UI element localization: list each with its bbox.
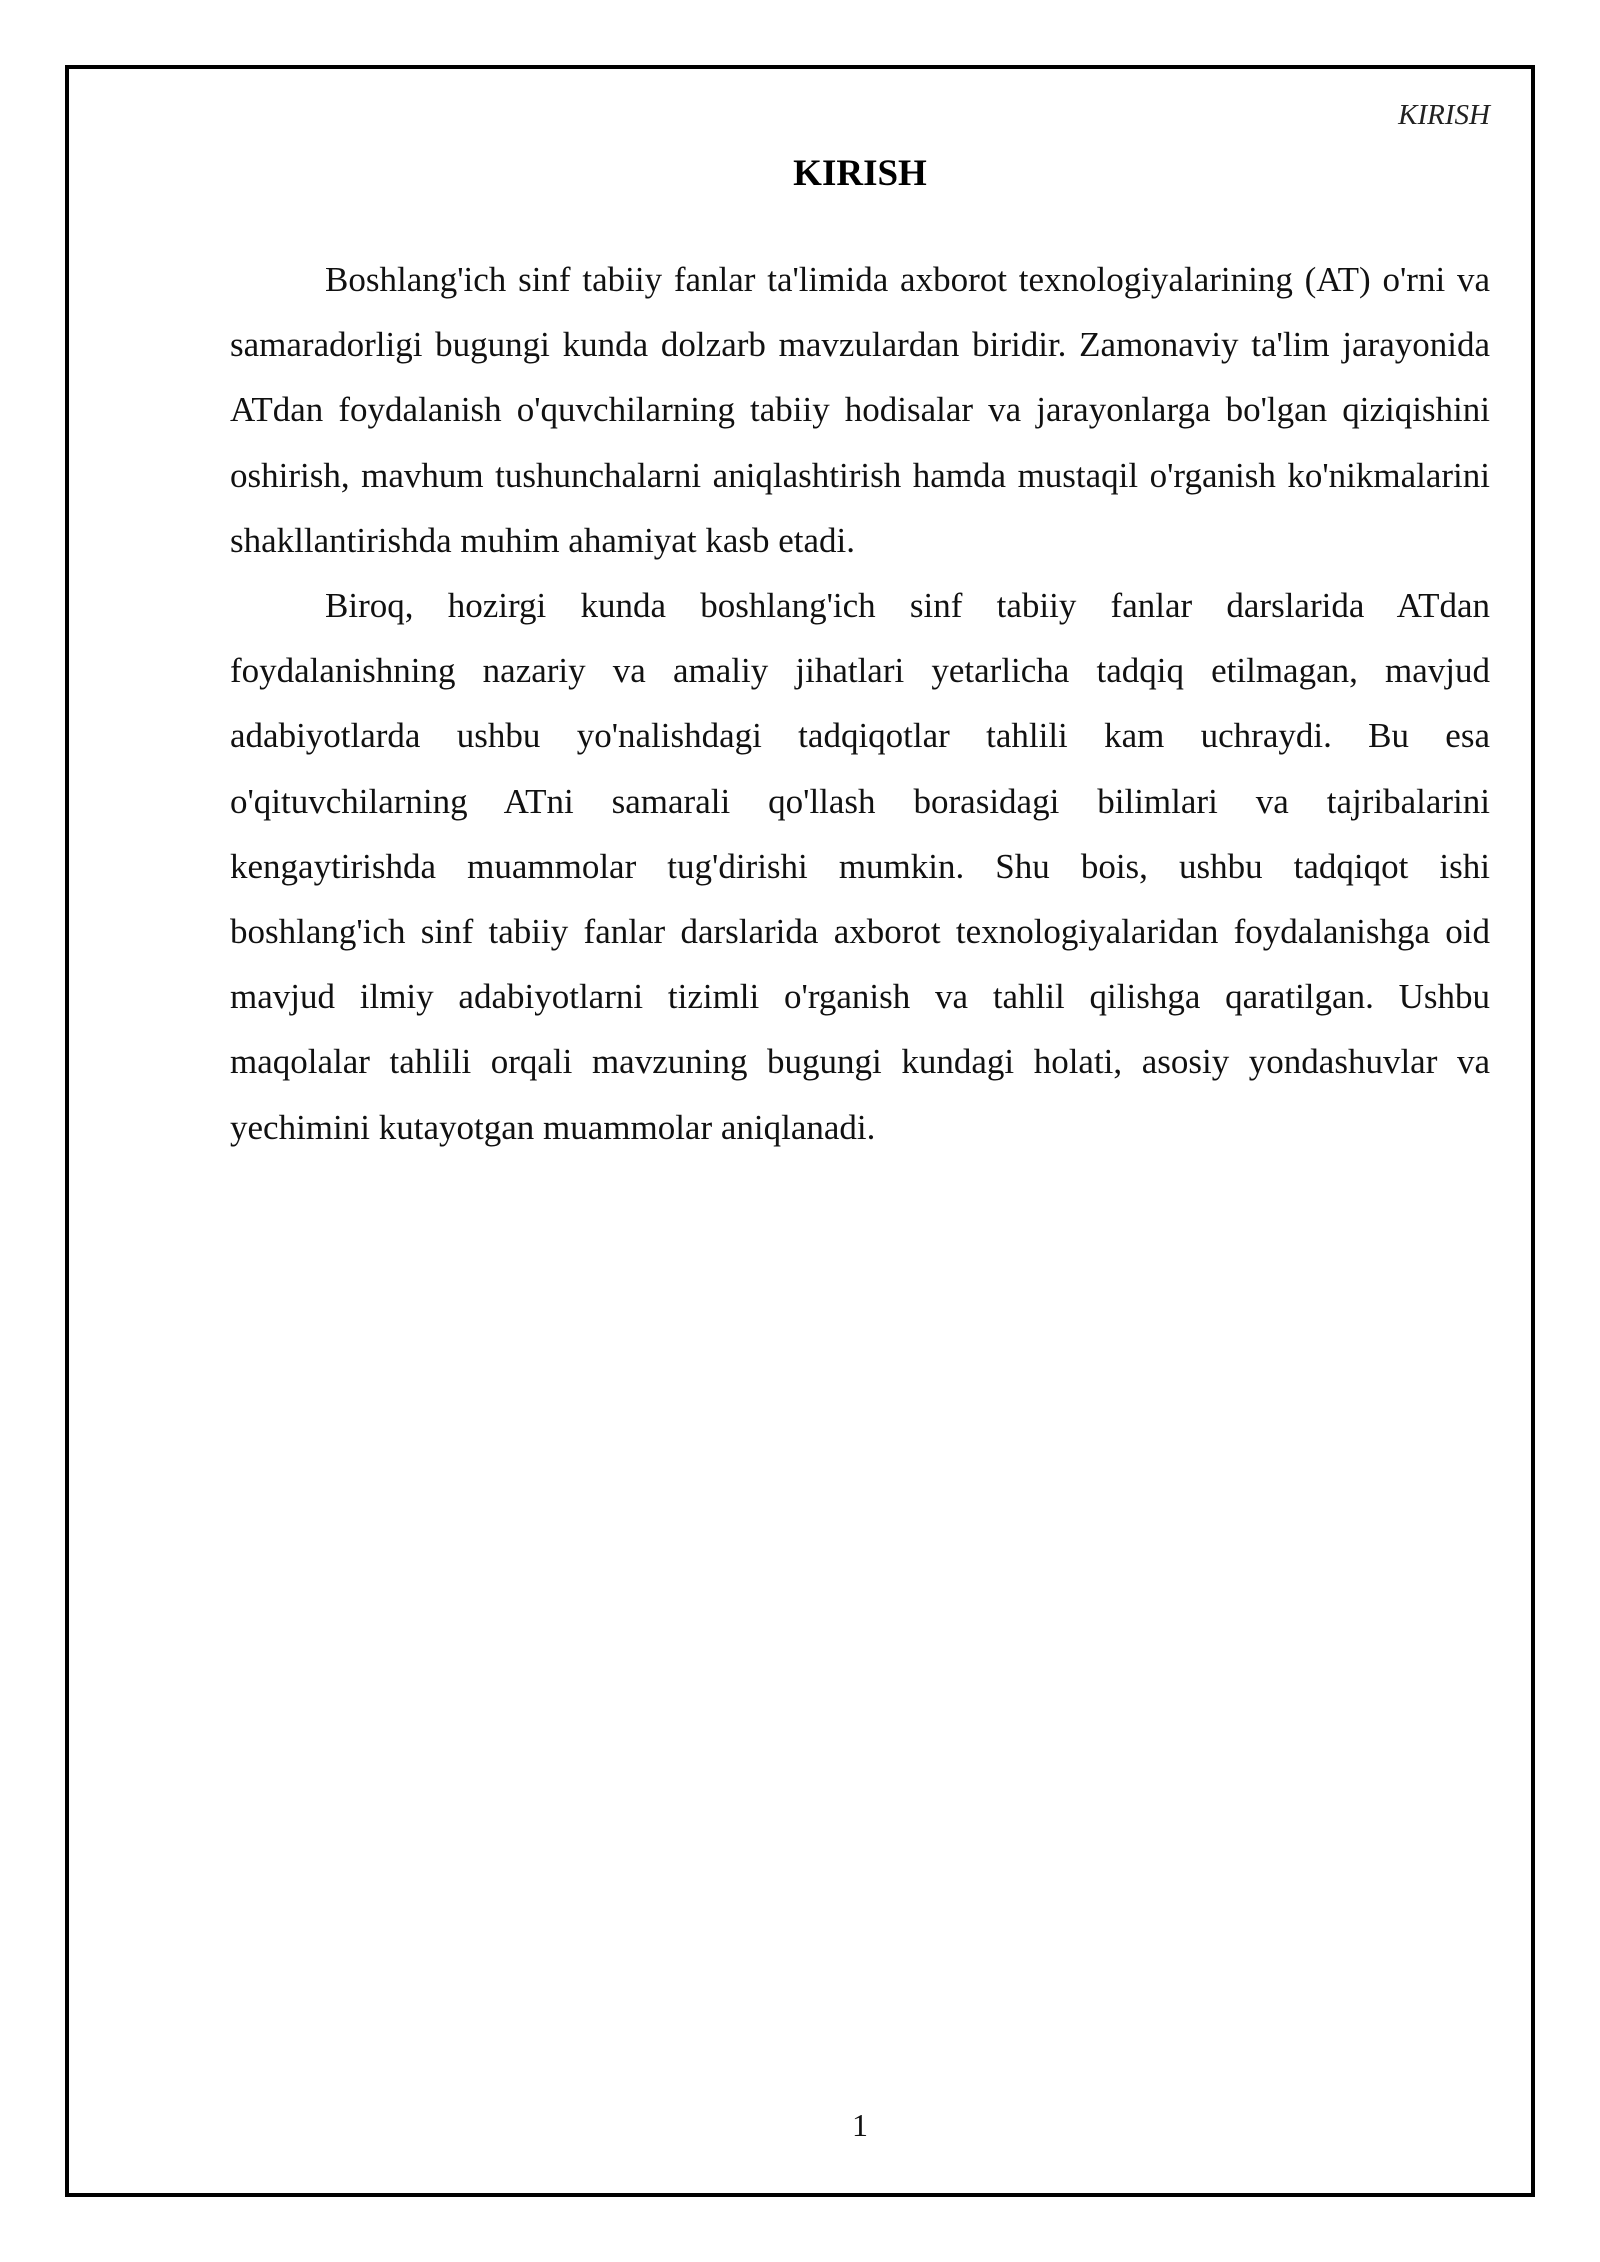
- page-title: KIRISH: [793, 153, 927, 194]
- paragraph-1: Boshlang'ich sinf tabiiy fanlar ta'limida axborot texnologiyalarining (AT) o'rni va samaradorligi bugungi kunda dolzarb mavzulardan biridir. Zamonaviy ta'lim jarayonida ATdan foydalanish o'quvchilarning tabiiy hodisalar va jarayonlarga bo'lgan qiziqishini oshirish, mavhum tushunchalarni aniqlashtirish hamda mustaqil o'rganish ko'nikmalarini shakllantirishda muhim ahamiyat kasb etadi.: [230, 260, 1490, 560]
- paragraph-2: Biroq, hozirgi kunda boshlang'ich sinf tabiiy fanlar darslarida ATdan foydalanishning nazariy va amaliy jihatlari yetarlicha tadqiq etilmagan, mavjud adabiyotlarda ushbu yo'nalishdagi tadqiqotlar tahlili kam uchraydi. Bu esa o'qituvchilarning ATni samarali qo'llash borasidagi bilimlari va tajribalarini kengaytirishda muammolar tug'dirishi mumkin. Shu bois, ushbu tadqiqot ishi boshlang'ich sinf tabiiy fanlar darslarida axborot texnologiyalaridan foydalanishga oid mavjud ilmiy adabiyotlarni tizimli o'rganish va tahlil qilishga qaratilgan. Ushbu maqolalar tahlili orqali mavzuning bugungi kundagi holati, asosiy yondashuvlar va yechimini kutayotgan muammolar aniqlanadi.: [230, 586, 1490, 1147]
- page-number: 1: [852, 2107, 868, 2143]
- body-text: [230, 247, 1490, 1160]
- running-header: KIRISH: [1398, 99, 1490, 131]
